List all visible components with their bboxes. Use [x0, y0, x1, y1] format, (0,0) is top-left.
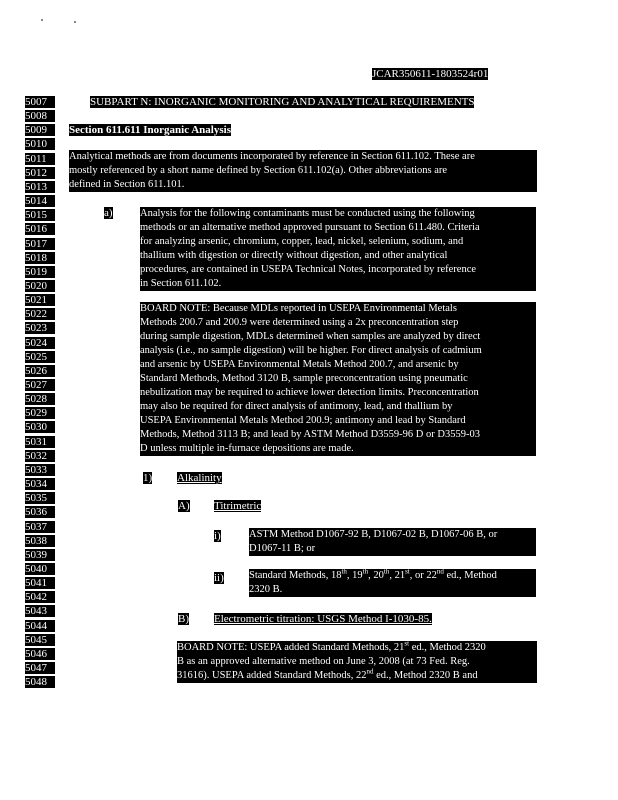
item-a-line: Analysis for the following contaminants must be conducted using the following [140, 208, 475, 219]
board-note-line: Standard Methods, Method 3120 B, sample preconcentration using pneumatic [140, 373, 468, 384]
item-1-label: 1) [143, 472, 153, 484]
item-i-line: ASTM Method D1067-92 B, D1067-02 B, D1067-06 B, or [249, 529, 498, 540]
line-number: 5007 [25, 96, 55, 108]
item-a-line: methods or an alternative method approved pursuant to Section 611.480. Criteria [140, 222, 480, 233]
line-number: 5010 [25, 138, 55, 150]
line-number: 5040 [25, 563, 55, 575]
line-number: 5018 [25, 252, 55, 264]
item-i-label: i) [214, 530, 221, 542]
item-a-paragraph [140, 207, 536, 291]
item-ii-text-part: ed., Method [443, 570, 497, 581]
document-id: JCAR350611-1803524r01 [372, 68, 489, 80]
item-ii-text-part: , 21 [389, 570, 406, 581]
section-heading: Section 611.611 Inorganic Analysis [69, 124, 231, 136]
board-note-line: may also be required for direct analysis of antimony, lead, and thallium by [140, 401, 453, 412]
item-a-line: in Section 611.102. [140, 278, 222, 289]
line-number: 5044 [25, 620, 55, 632]
line-number: 5033 [25, 464, 55, 476]
board-note-line: Methods 200.7 and 200.9 were determined using a 2x preconcentration step [140, 317, 459, 328]
ordinal-suffix: nd [436, 567, 444, 576]
ordinal-suffix: th [341, 567, 347, 576]
ordinal-suffix: st [405, 567, 410, 576]
line-number: 5048 [25, 676, 55, 688]
item-ii-text-part: Standard Methods, 18 [249, 570, 342, 581]
line-number: 5027 [25, 379, 55, 391]
ordinal-suffix: th [362, 567, 369, 576]
ordinal-suffix: st [404, 639, 410, 648]
scan-speck [74, 21, 76, 23]
line-number: 5034 [25, 478, 55, 490]
board-note-2 [177, 641, 537, 683]
intro-line: mostly referenced by a short name defined by Section 611.102(a). Other abbreviations are [69, 165, 448, 176]
board-note-2-line [177, 641, 537, 655]
line-number: 5022 [25, 308, 55, 320]
board-note-2-line: B as an approved alternative method on June 3, 2008 (at 73 Fed. Reg. [177, 656, 470, 667]
item-A-label: A) [178, 500, 190, 512]
board-note-1 [140, 302, 536, 456]
line-number: 5011 [25, 153, 55, 165]
line-number: 5042 [25, 591, 55, 603]
item-ii-text-part: , 20 [368, 570, 384, 581]
item-i-text [249, 528, 536, 556]
line-number: 5037 [25, 521, 55, 533]
line-number: 5028 [25, 393, 55, 405]
item-A-text: Titrimetric [214, 500, 262, 512]
board-note-line: and arsenic by USEPA Environmental Metals Method 200.7, and arsenic by [140, 359, 459, 370]
subpart-title: SUBPART N: INORGANIC MONITORING AND ANALYTICAL REQUIREMENTS [90, 96, 475, 108]
intro-line: Analytical methods are from documents incorporated by reference in Section 611.102. These are [69, 151, 475, 162]
board-note-line: during sample digestion, MDLs determined when samples are analyzed by direct [140, 331, 481, 342]
line-number: 5041 [25, 577, 55, 589]
board-note-2-part: BOARD NOTE: USEPA added Standard Methods, 21 [177, 642, 405, 653]
ordinal-suffix: nd [366, 667, 374, 676]
intro-line: defined in Section 611.101. [69, 179, 185, 190]
line-number: 5030 [25, 421, 55, 433]
line-number: 5008 [25, 110, 55, 122]
line-number: 5036 [25, 506, 55, 518]
line-number: 5012 [25, 167, 55, 179]
line-number: 5035 [25, 492, 55, 504]
line-number: 5021 [25, 294, 55, 306]
board-note-2-part: ed., Method 2320 B and [373, 670, 478, 681]
line-number: 5032 [25, 450, 55, 462]
line-number: 5029 [25, 407, 55, 419]
line-number: 5045 [25, 634, 55, 646]
item-B-text: Electrometric titration: USGS Method I-1030-85. [214, 613, 432, 625]
line-number: 5024 [25, 337, 55, 349]
board-note-line: USEPA Environmental Metals Method 200.9; antimony and lead by Standard [140, 415, 466, 426]
item-ii-line: 2320 B. [249, 584, 283, 595]
board-note-2-line [177, 669, 537, 683]
line-number: 5009 [25, 124, 55, 136]
line-number: 5038 [25, 535, 55, 547]
line-number: 5014 [25, 195, 55, 207]
item-a-line: for analyzing arsenic, chromium, copper, lead, nickel, selenium, sodium, and [140, 236, 464, 247]
line-number: 5026 [25, 365, 55, 377]
board-note-line: Methods, Method 3113 B; and lead by ASTM Method D3559-96 D or D3559-03 [140, 429, 480, 440]
line-number: 5043 [25, 605, 55, 617]
ordinal-suffix: th [383, 567, 390, 576]
item-a-line: thallium with digestion or directly without digestion, and other analytical [140, 250, 448, 261]
board-note-line: BOARD NOTE: Because MDLs reported in USEPA Environmental Metals [140, 303, 457, 314]
line-number: 5046 [25, 648, 55, 660]
line-number: 5016 [25, 223, 55, 235]
item-a-label: a) [104, 207, 113, 219]
line-number: 5019 [25, 266, 55, 278]
item-ii-text-part: , or 22 [409, 570, 437, 581]
line-number: 5020 [25, 280, 55, 292]
item-ii-line [249, 569, 536, 583]
board-note-2-part: ed., Method 2320 [409, 642, 486, 653]
line-number: 5039 [25, 549, 55, 561]
line-number: 5013 [25, 181, 55, 193]
board-note-line: analysis (i.e., no sample digestion) will be higher. For direct analysis of cadmium [140, 345, 482, 356]
item-1-text: Alkalinity [177, 472, 222, 484]
board-note-2-part: 31616). USEPA added Standard Methods, 22 [177, 670, 367, 681]
line-number: 5025 [25, 351, 55, 363]
line-number: 5017 [25, 238, 55, 250]
item-a-line: procedures, are contained in USEPA Technical Notes, incorporated by reference [140, 264, 477, 275]
board-note-line: nebulization may be required to achieve lower detection limits. Preconcentration [140, 387, 479, 398]
board-note-line: D unless multiple in-furnace depositions are made. [140, 443, 354, 454]
item-i-line: D1067-11 B; or [249, 543, 316, 554]
item-ii-text [249, 569, 536, 597]
item-ii-text-part: , 19 [346, 570, 363, 581]
line-number: 5047 [25, 662, 55, 674]
item-B-label: B) [178, 613, 189, 625]
intro-paragraph [69, 150, 537, 192]
line-number: 5023 [25, 322, 55, 334]
line-number: 5031 [25, 436, 55, 448]
scan-speck [41, 19, 43, 21]
line-number: 5015 [25, 209, 55, 221]
item-ii-label: ii) [214, 572, 224, 584]
